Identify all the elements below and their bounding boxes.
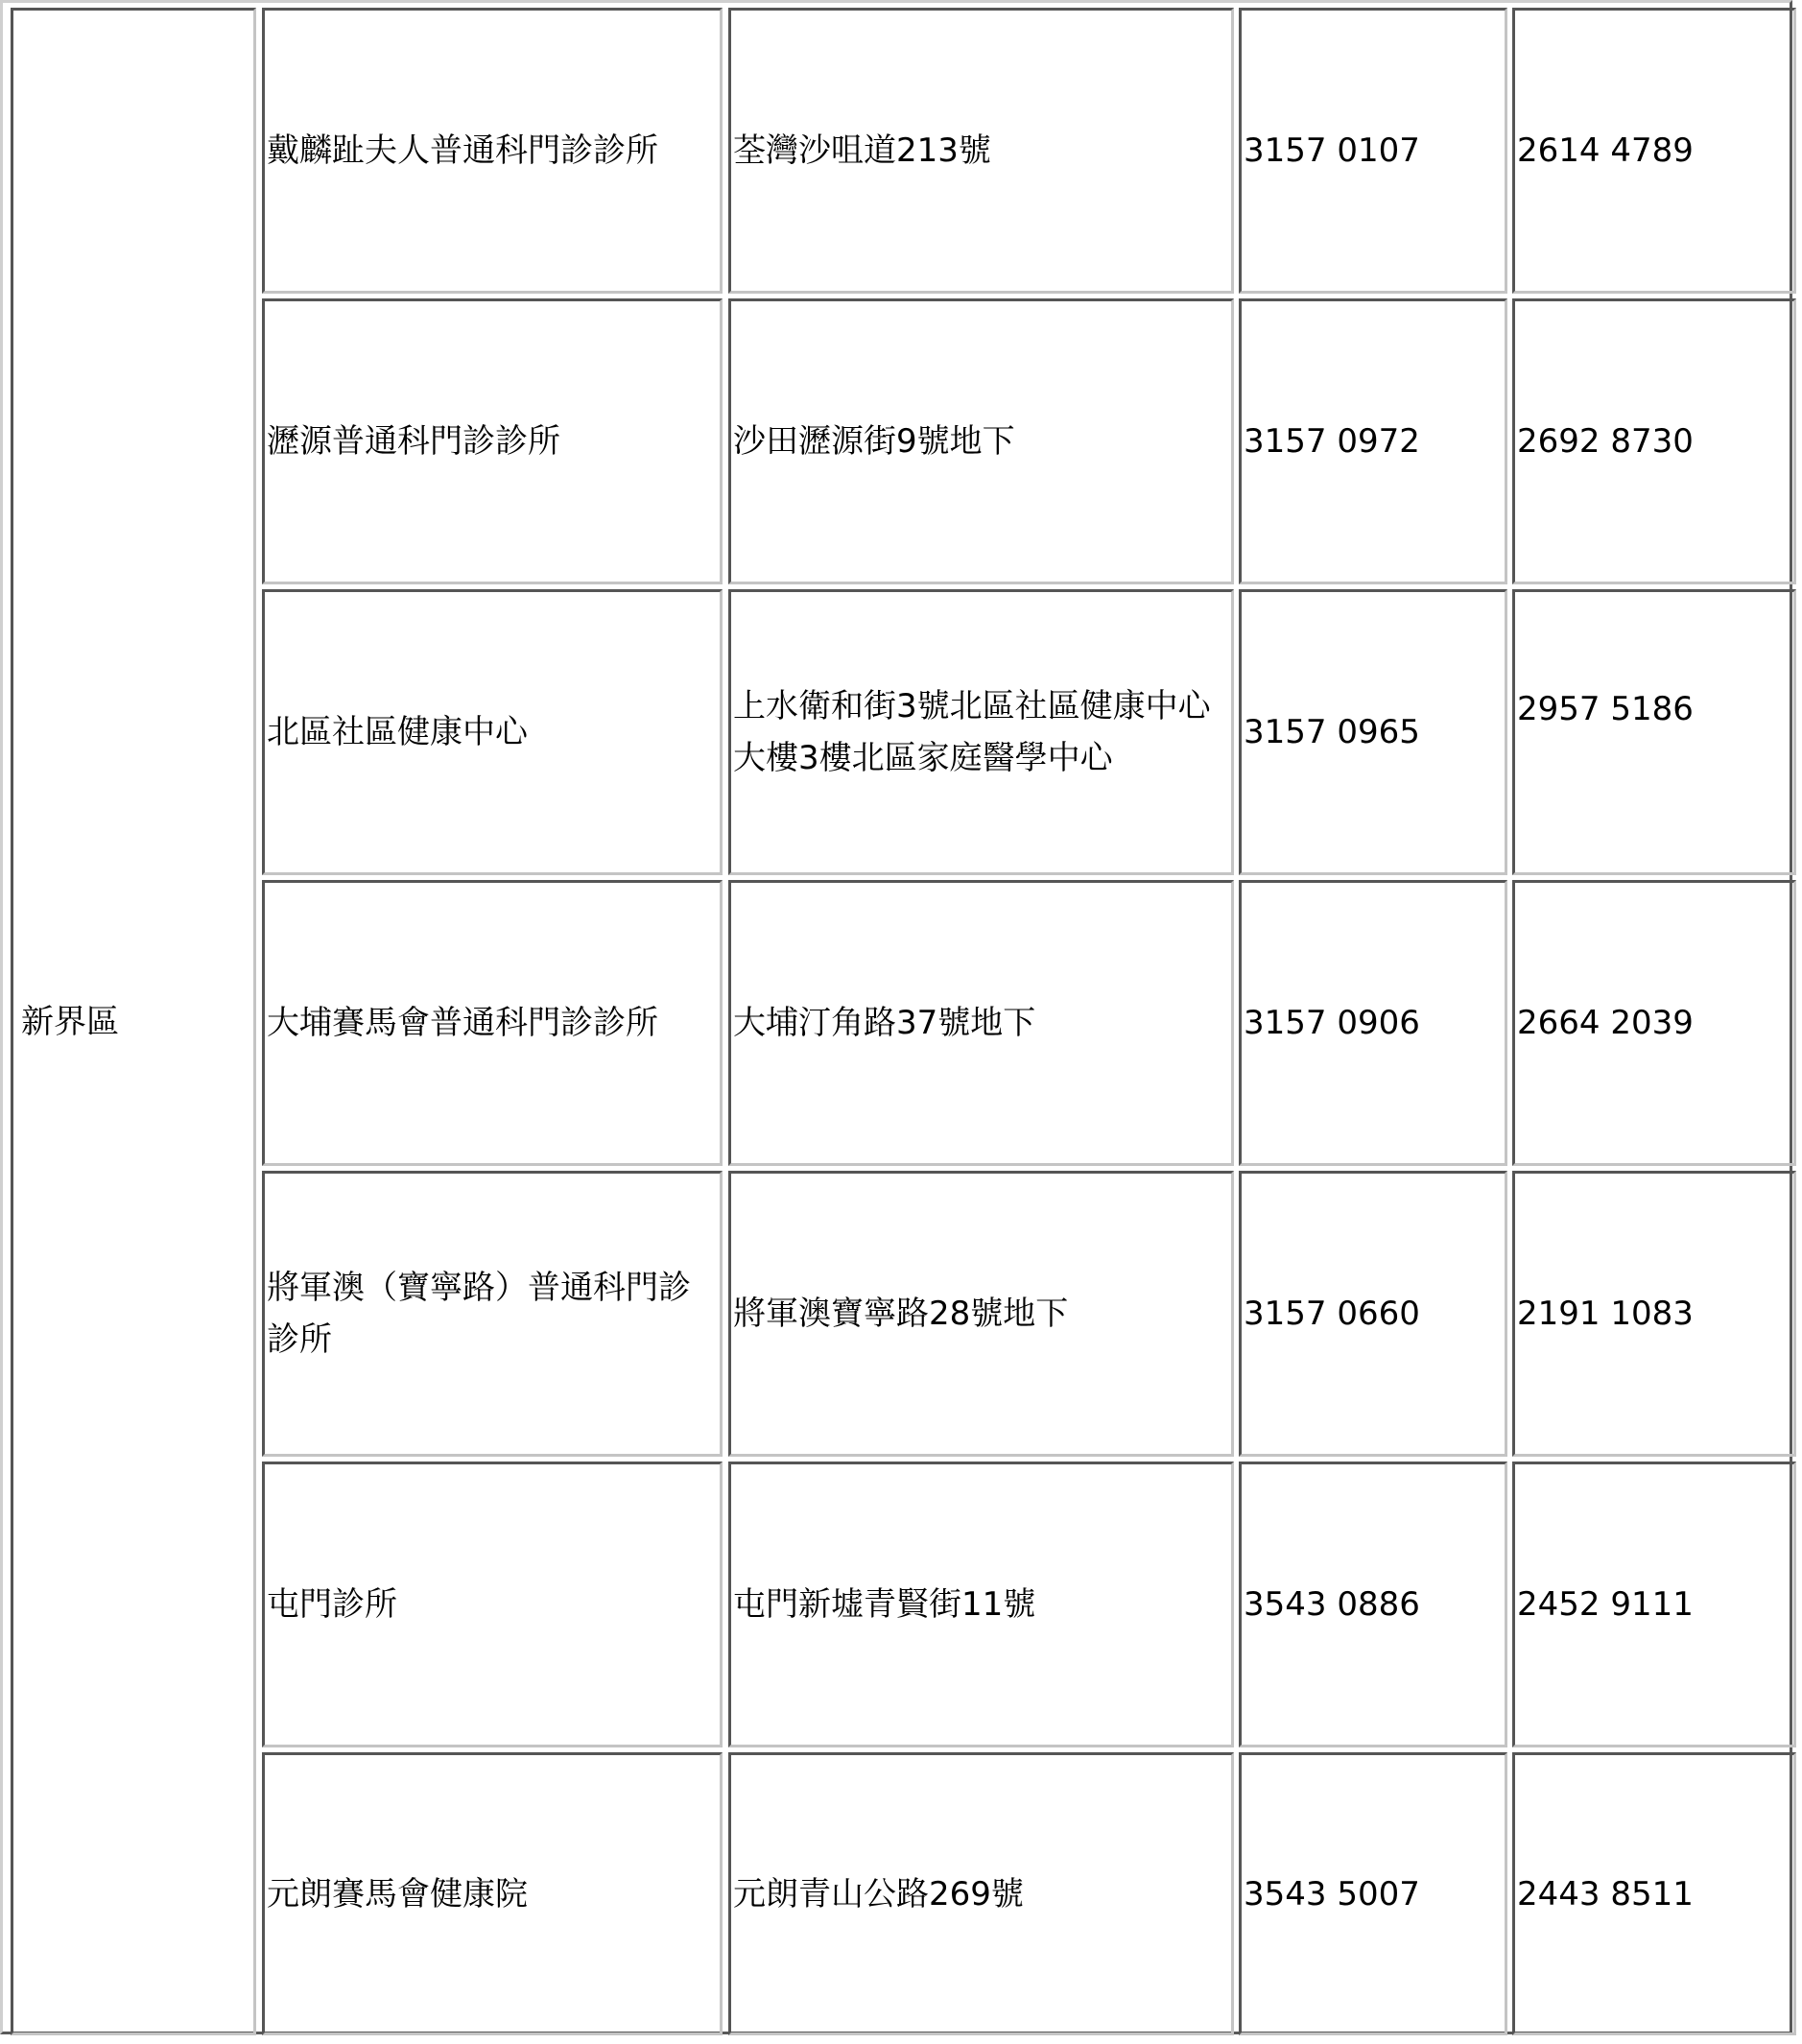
clinic-fax: 2692 8730 (1517, 422, 1694, 461)
clinic-fax: 2957 5186 (1517, 690, 1694, 728)
clinic-name: 戴麟趾夫人普通科門診診所 (267, 131, 658, 170)
fax-cell (1512, 8, 1796, 294)
clinic-name: 大埔賽馬會普通科門診診所 (267, 1004, 658, 1042)
clinic-phone: 3543 5007 (1244, 1874, 1420, 1913)
address-cell (728, 1752, 1234, 2035)
fax-cell (1512, 880, 1796, 1166)
clinic-name: 將軍澳（寶寧路）普通科門診診所 (267, 1269, 691, 1359)
region-cell (11, 8, 256, 2035)
clinic-phone: 3157 0660 (1244, 1295, 1420, 1333)
clinic-name-cell (262, 880, 723, 1166)
address-cell (728, 1171, 1234, 1457)
fax-cell (1512, 1171, 1796, 1457)
address-cell (728, 589, 1234, 875)
clinic-fax: 2664 2039 (1517, 1004, 1694, 1042)
region-label: 新界區 (21, 1002, 119, 1041)
phone-cell (1239, 298, 1507, 584)
clinic-phone: 3157 0965 (1244, 713, 1420, 751)
clinic-name-cell (262, 589, 723, 875)
clinic-name-cell (262, 1171, 723, 1457)
phone-cell (1239, 589, 1507, 875)
clinic-address: 荃灣沙咀道213號 (733, 131, 991, 170)
clinic-fax: 2191 1083 (1517, 1295, 1694, 1333)
fax-cell (1512, 1752, 1796, 2035)
clinic-name-cell (262, 1462, 723, 1747)
clinic-address: 沙田瀝源街9號地下 (733, 422, 1015, 461)
clinic-name: 屯門診所 (267, 1585, 397, 1624)
clinic-address: 將軍澳寶寧路28號地下 (733, 1295, 1069, 1333)
clinic-phone: 3157 0906 (1244, 1004, 1420, 1042)
fax-cell (1512, 298, 1796, 584)
clinic-name-cell (262, 1752, 723, 2035)
clinic-address: 元朗青山公路269號 (733, 1874, 1024, 1913)
phone-cell (1239, 1462, 1507, 1747)
clinic-fax: 2443 8511 (1517, 1874, 1694, 1913)
address-cell (728, 8, 1234, 294)
phone-cell (1239, 8, 1507, 294)
fax-cell (1512, 1462, 1796, 1747)
clinic-address: 上水衛和街3號北區社區健康中心大樓3樓北區家庭醫學中心 (733, 687, 1211, 777)
clinic-fax: 2614 4789 (1517, 131, 1694, 170)
clinic-fax: 2452 9111 (1517, 1585, 1694, 1624)
address-cell (728, 1462, 1234, 1747)
address-cell (728, 298, 1234, 584)
clinic-name-cell (262, 8, 723, 294)
clinic-phone: 3157 0972 (1244, 422, 1420, 461)
fax-cell (1512, 589, 1796, 875)
clinic-address: 屯門新墟青賢街11號 (733, 1585, 1036, 1624)
clinic-name: 北區社區健康中心 (267, 713, 528, 751)
phone-cell (1239, 1171, 1507, 1457)
phone-cell (1239, 880, 1507, 1166)
address-cell (728, 880, 1234, 1166)
phone-cell (1239, 1752, 1507, 2035)
clinic-name: 瀝源普通科門診診所 (267, 422, 560, 461)
clinic-phone: 3157 0107 (1244, 131, 1420, 170)
clinic-name: 元朗賽馬會健康院 (267, 1874, 528, 1913)
clinic-address: 大埔汀角路37號地下 (733, 1004, 1036, 1042)
clinic-phone: 3543 0886 (1244, 1585, 1420, 1624)
clinic-name-cell (262, 298, 723, 584)
